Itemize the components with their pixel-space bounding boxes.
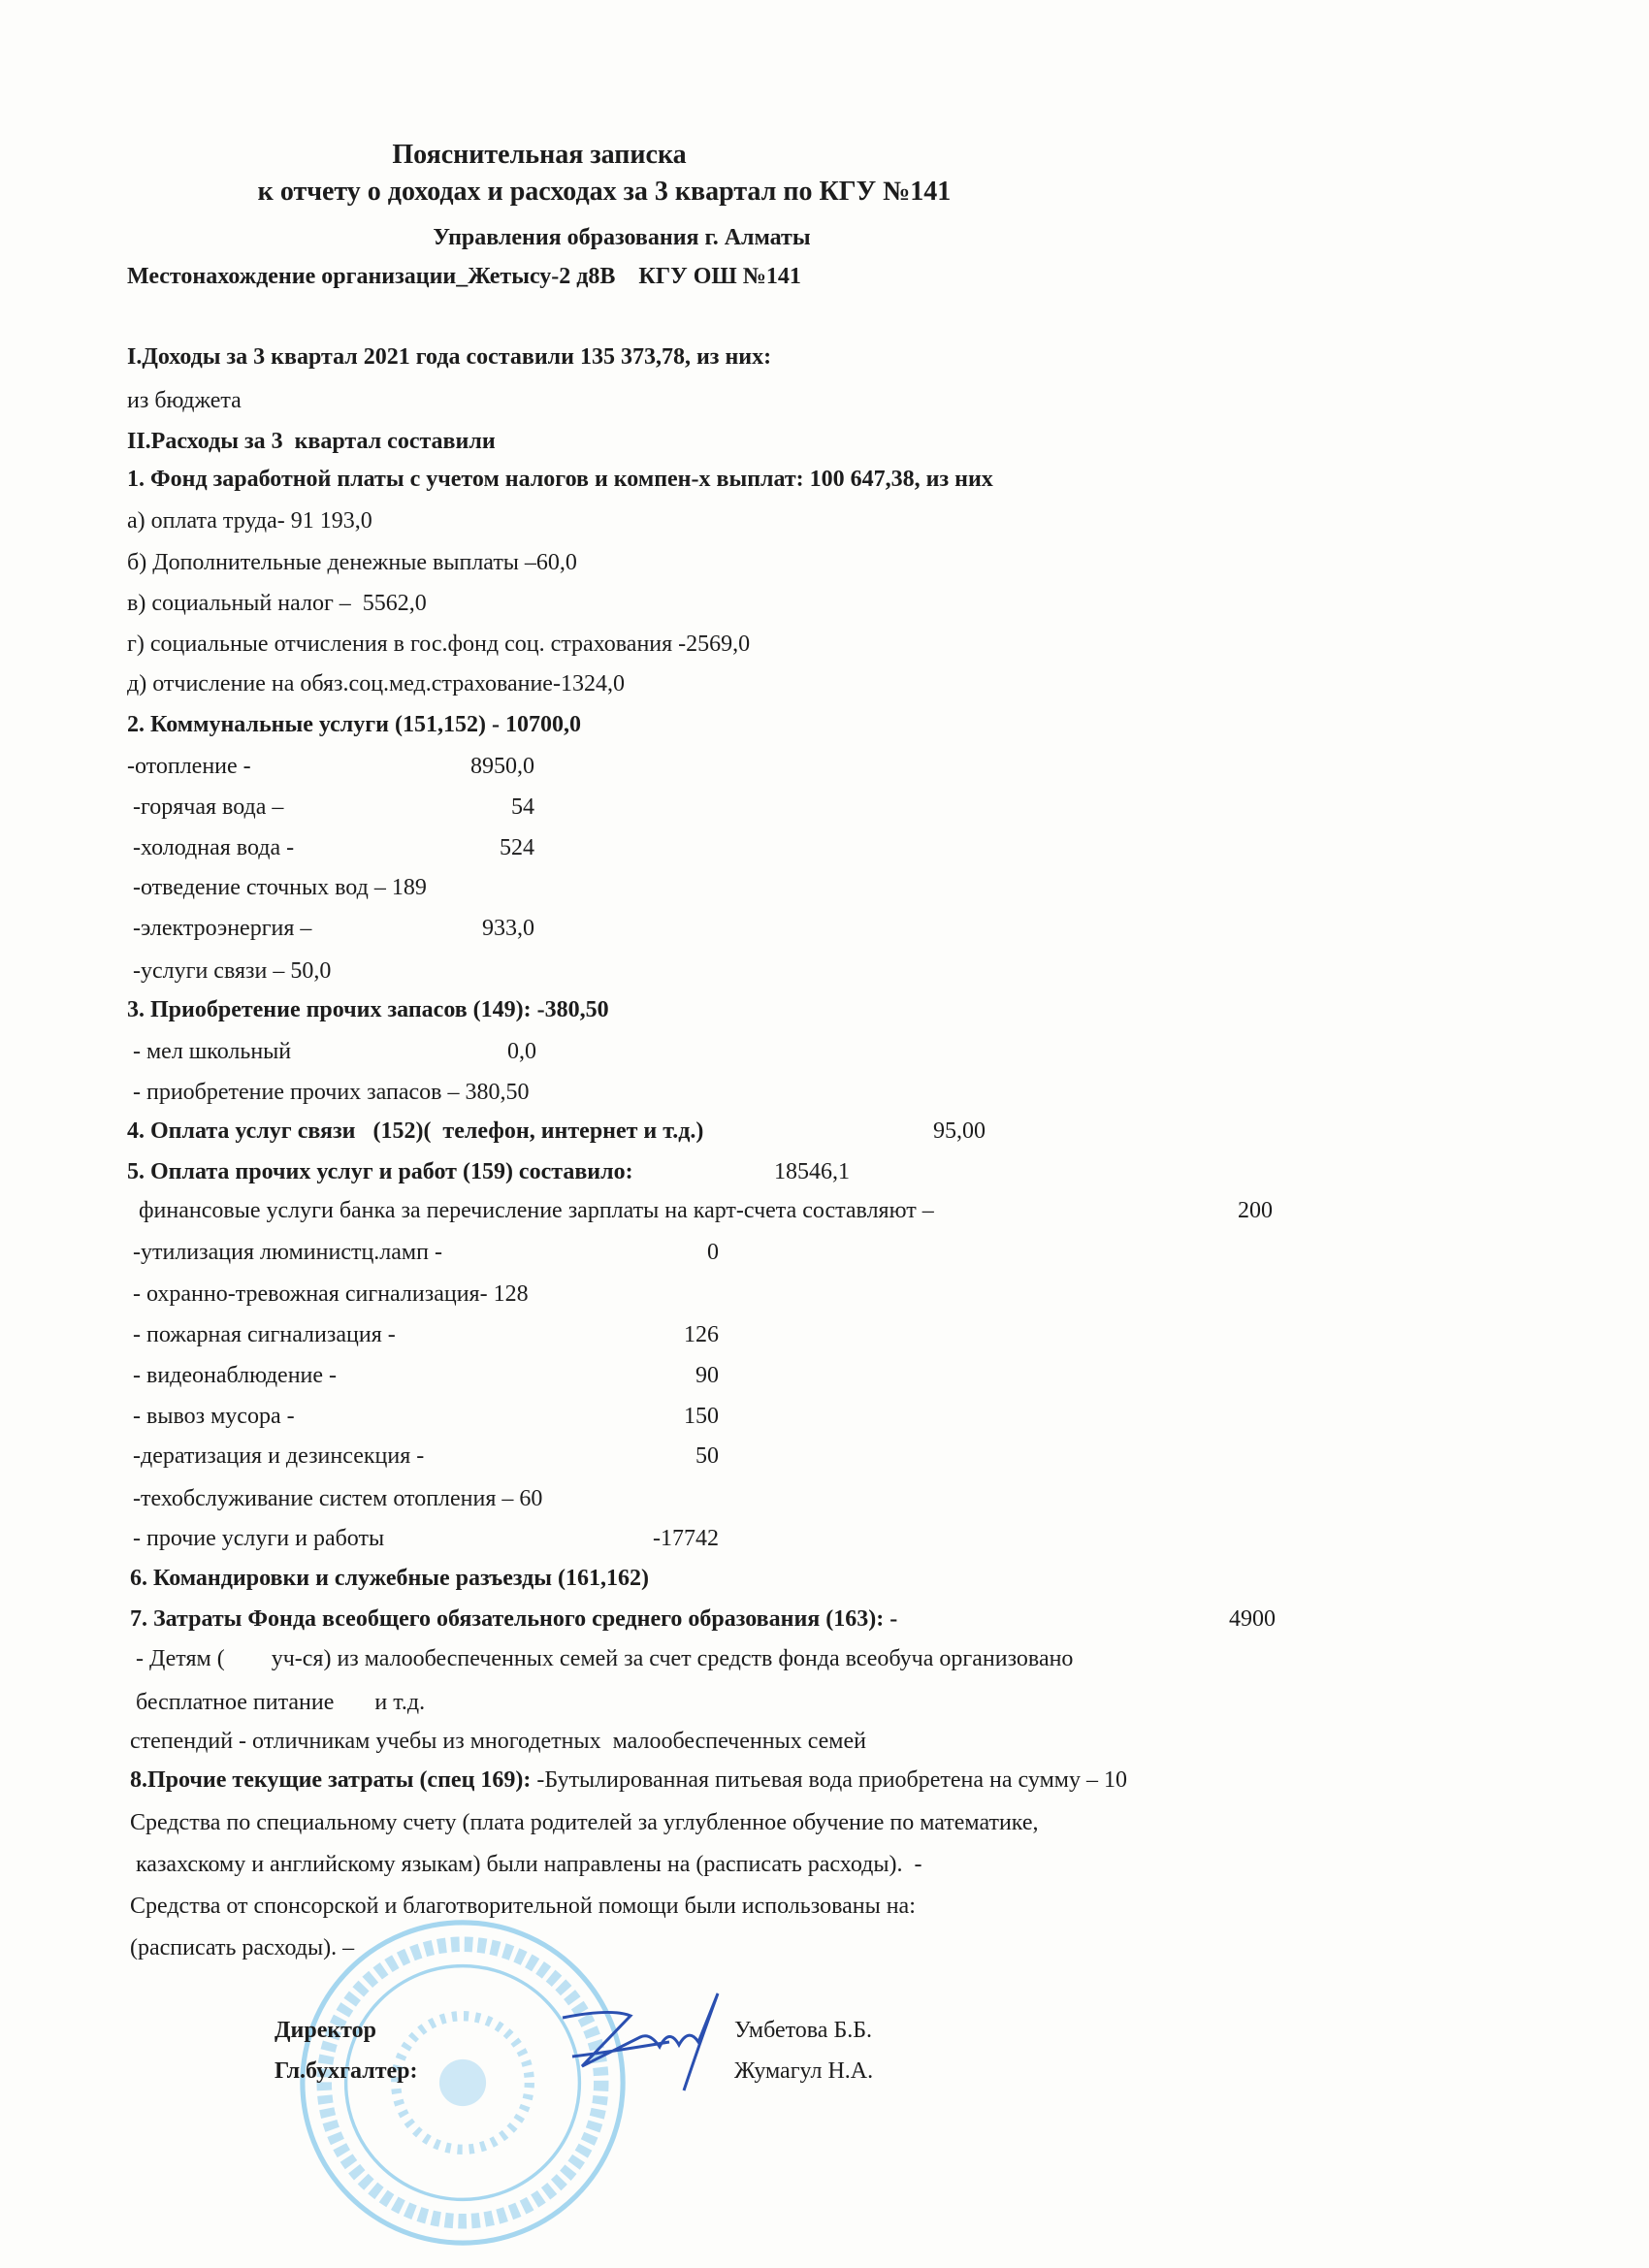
accountant-name: Жумагул Н.А. bbox=[734, 2058, 874, 2084]
section-5-item-value: 90 bbox=[695, 1363, 719, 1388]
accountant-label: Гл.бухгалтер: bbox=[275, 2058, 418, 2084]
section-8-text: -Бутылированная питьевая вода приобретена на сумму – 10 bbox=[531, 1767, 1127, 1793]
section-2-item-label: -горячая вода – bbox=[127, 794, 284, 820]
section-5-item-label: - прочие услуги и работы bbox=[127, 1526, 385, 1551]
section-2-item-value: 524 bbox=[500, 835, 534, 860]
section-3-item-value: 0,0 bbox=[507, 1039, 536, 1064]
income-source: из бюджета bbox=[127, 388, 242, 413]
section-5-item-label: - охранно-тревожная сигнализация- 128 bbox=[127, 1281, 529, 1307]
section-7-line: степендий - отличникам учебы из многодетных малообеспеченных семей bbox=[130, 1729, 866, 1754]
section-5-item-value: 126 bbox=[684, 1322, 719, 1347]
organization: Управления образования г. Алматы bbox=[433, 225, 811, 250]
section-1-item: д) отчисление на обяз.соц.мед.страхование-1324,0 bbox=[127, 671, 625, 697]
section-2-title: 2. Коммунальные услуги (151,152) - 10700,0 bbox=[127, 712, 581, 737]
section-5-item-value: 0 bbox=[707, 1240, 719, 1265]
section-8-title: 8.Прочие текущие затраты (спец 169): bbox=[130, 1767, 532, 1793]
section-2-item-label: -отведение сточных вод – 189 bbox=[127, 875, 427, 900]
section-5-item-value: 200 bbox=[1238, 1198, 1273, 1223]
section-5-item-label: -дератизация и дезинсекция - bbox=[127, 1443, 425, 1469]
section-1-item: г) социальные отчисления в гос.фонд соц. страхования -2569,0 bbox=[127, 632, 751, 657]
special-line: Средства по специальному счету (плата родителей за углубленное обучение по математике, bbox=[130, 1810, 1039, 1835]
section-5-value: 18546,1 bbox=[774, 1159, 850, 1184]
section-2-item-label: -отопление - bbox=[127, 754, 251, 779]
section-8 bbox=[130, 1766, 1127, 1795]
section-5-item-value: -17742 bbox=[653, 1526, 719, 1551]
section-5-item-label: - вывоз мусора - bbox=[127, 1404, 295, 1429]
section-5-item-label: -техобслуживание систем отопления – 60 bbox=[127, 1486, 543, 1511]
special-line: (расписать расходы). – bbox=[130, 1935, 355, 1960]
section-5-item-label: - видеонаблюдение - bbox=[127, 1363, 338, 1388]
section-2-item-value: 54 bbox=[511, 794, 534, 820]
director-label: Директор bbox=[275, 2018, 376, 2043]
section-4-value: 95,00 bbox=[933, 1118, 986, 1144]
section-7-value: 4900 bbox=[1229, 1606, 1276, 1632]
document-subtitle: к отчету о доходах и расходах за 3 квартал по КГУ №141 bbox=[257, 177, 952, 207]
section-3-item-label: - мел школьный bbox=[127, 1039, 292, 1064]
section-1-item: в) социальный налог – 5562,0 bbox=[127, 591, 427, 616]
section-2-item-label: -электроэнергия – bbox=[127, 916, 312, 941]
section-5-item-value: 50 bbox=[695, 1443, 719, 1469]
section-1-item: а) оплата труда- 91 193,0 bbox=[127, 508, 372, 534]
section-5-item-label: -утилизация люминистц.ламп - bbox=[127, 1240, 442, 1265]
special-line: Средства от спонсорской и благотворительной помощи были использованы на: bbox=[130, 1894, 916, 1919]
section-5-title: 5. Оплата прочих услуг и работ (159) составило: bbox=[127, 1159, 633, 1184]
section-3-title: 3. Приобретение прочих запасов (149): -380,50 bbox=[127, 997, 609, 1022]
section-5-item-value: 150 bbox=[684, 1404, 719, 1429]
income-line: I.Доходы за 3 квартал 2021 года составили 135 373,78, из них: bbox=[127, 344, 772, 370]
document-title: Пояснительная записка bbox=[392, 140, 687, 170]
section-4-title: 4. Оплата услуг связи (152)( телефон, интернет и т.д.) bbox=[127, 1118, 704, 1144]
section-7-title: 7. Затраты Фонда всеобщего обязательного среднего образования (163): - bbox=[130, 1606, 898, 1632]
section-5-item-label: финансовые услуги банка за перечисление зарплаты на карт-счета составляют – bbox=[127, 1198, 934, 1223]
section-7-line: бесплатное питание и т.д. bbox=[130, 1690, 426, 1715]
signature bbox=[553, 1989, 728, 2095]
section-6-title: 6. Командировки и служебные разъезды (161,162) bbox=[130, 1566, 649, 1591]
director-name: Умбетова Б.Б. bbox=[734, 2018, 873, 2043]
section-2-item-value: 8950,0 bbox=[470, 754, 534, 779]
section-2-item-value: 933,0 bbox=[482, 916, 534, 941]
section-3-item-label: - приобретение прочих запасов – 380,50 bbox=[127, 1080, 530, 1105]
section-5-item-label: - пожарная сигнализация - bbox=[127, 1322, 396, 1347]
section-1-title: 1. Фонд заработной платы с учетом налогов и компен-х выплат: 100 647,38, из них bbox=[127, 467, 993, 492]
location: Местонахождение организации_Жетысу-2 д8В КГУ ОШ №141 bbox=[127, 264, 801, 289]
expenses-heading: II.Расходы за 3 квартал составили bbox=[127, 429, 496, 454]
section-7-line: - Детям ( уч-ся) из малообеспеченных семей за счет средств фонда всеобуча организовано bbox=[130, 1646, 1074, 1671]
section-2-item-label: -холодная вода - bbox=[127, 835, 295, 860]
section-2-item-label: -услуги связи – 50,0 bbox=[127, 958, 332, 984]
section-1-item: б) Дополнительные денежные выплаты –60,0 bbox=[127, 550, 577, 575]
special-line: казахскому и английскому языкам) были направлены на (расписать расходы). - bbox=[130, 1852, 922, 1877]
